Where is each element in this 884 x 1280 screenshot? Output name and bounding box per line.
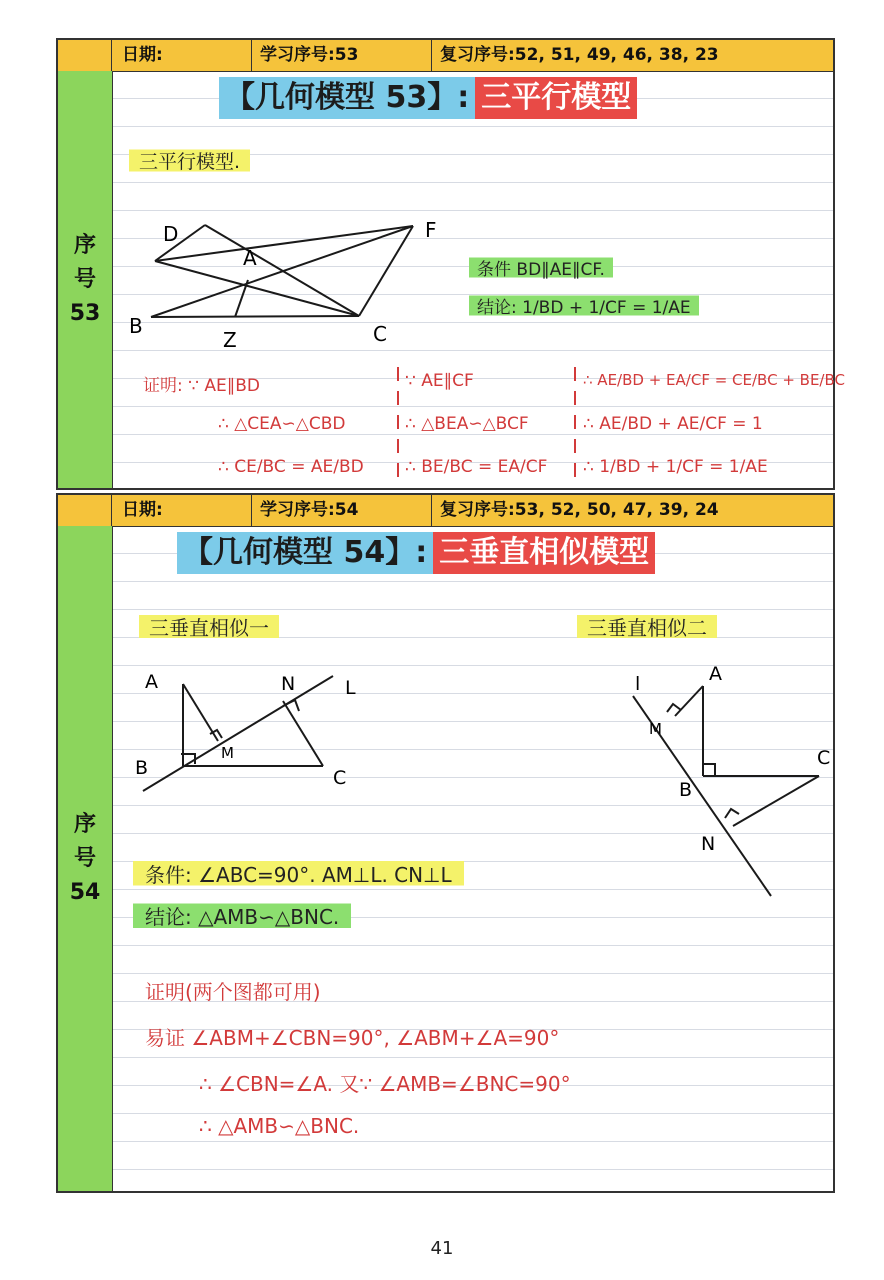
proof-line: ∴ BE/BC = EA/CF — [405, 457, 548, 477]
conclusion-text: 结论: 1/BD + 1/CF = 1/AE — [469, 291, 699, 320]
label-b: B — [135, 757, 149, 779]
subtitle-type-two: 三垂直相似二 — [577, 610, 717, 643]
label-a: A — [145, 671, 158, 693]
subtitle-type-one: 三垂直相似一 — [139, 610, 279, 643]
card-body — [113, 71, 845, 488]
label-m: M — [649, 720, 662, 738]
label-z: Z — [223, 328, 237, 352]
condition-text: 条件: ∠ABC=90°. AM⊥L. CN⊥L — [133, 856, 464, 891]
parallel-diagram — [113, 181, 473, 351]
perpendicular-diagram-one — [123, 656, 383, 826]
proof-line: 证明(两个图都可用) — [145, 980, 321, 1004]
proof-line: ∴ AE/BD + AE/CF = 1 — [583, 414, 763, 434]
proof-line: ∴ △CEA∽△CBD — [218, 414, 346, 434]
perpendicular-diagram-two — [553, 656, 831, 906]
label-m: M — [221, 744, 234, 762]
proof-line: ∵ AE∥CF — [405, 371, 474, 391]
date-label: 日期: — [112, 495, 252, 526]
study-number: 学习序号:53 — [252, 40, 432, 71]
proof-line: 易证 ∠ABM+∠CBN=90°, ∠ABM+∠A=90° — [145, 1026, 560, 1050]
side-index: 序 号 53 — [58, 71, 113, 488]
proof-dividers — [113, 361, 837, 491]
model-subtitle: 三平行模型. — [129, 145, 250, 176]
model-card-54 — [56, 493, 835, 1193]
label-a: A — [243, 246, 257, 270]
label-d: D — [163, 222, 179, 246]
proof-line: ∴ 1/BD + 1/CF = 1/AE — [583, 457, 768, 477]
card-header — [58, 40, 833, 72]
label-c: C — [817, 747, 831, 769]
label-n: N — [281, 673, 296, 695]
label-b: B — [679, 779, 693, 801]
model-title: 【几何模型 53】: 三平行模型 — [219, 77, 637, 119]
side-index: 序 号 54 — [58, 526, 113, 1191]
proof-line: ∴ ∠CBN=∠A. 又∵ ∠AMB=∠BNC=90° — [199, 1072, 571, 1096]
proof-line: ∴ △BEA∽△BCF — [405, 414, 529, 434]
label-c: C — [333, 767, 347, 789]
review-numbers: 复习序号:52, 51, 49, 46, 38, 23 — [440, 45, 719, 65]
proof-line: ∴ △AMB∽△BNC. — [199, 1114, 360, 1138]
model-card-53 — [56, 38, 845, 490]
date-label: 日期: — [112, 40, 252, 71]
study-number: 学习序号:54 — [252, 495, 432, 526]
condition-text: 条件 BD∥AE∥CF. — [469, 253, 613, 282]
conclusion-text: 结论: △AMB∽△BNC. — [133, 898, 351, 933]
proof-line: ∴ AE/BD + EA/CF = CE/BC + BE/BC — [583, 371, 845, 389]
model-title: 【几何模型 54】: 三垂直相似模型 — [177, 532, 655, 574]
label-c: C — [373, 322, 387, 346]
card-header — [58, 495, 833, 527]
label-a: A — [709, 663, 722, 685]
label-b: B — [129, 314, 143, 338]
label-n: N — [701, 833, 716, 855]
card-body — [113, 526, 833, 1191]
page-number: 41 — [430, 1238, 454, 1259]
label-l: l — [635, 673, 641, 695]
label-l: L — [345, 677, 356, 699]
label-f: F — [425, 218, 437, 242]
proof-line: 证明: ∵ AE∥BD — [143, 376, 260, 396]
proof-line: ∴ CE/BC = AE/BD — [218, 457, 364, 477]
review-numbers: 复习序号:53, 52, 50, 47, 39, 24 — [440, 500, 719, 520]
